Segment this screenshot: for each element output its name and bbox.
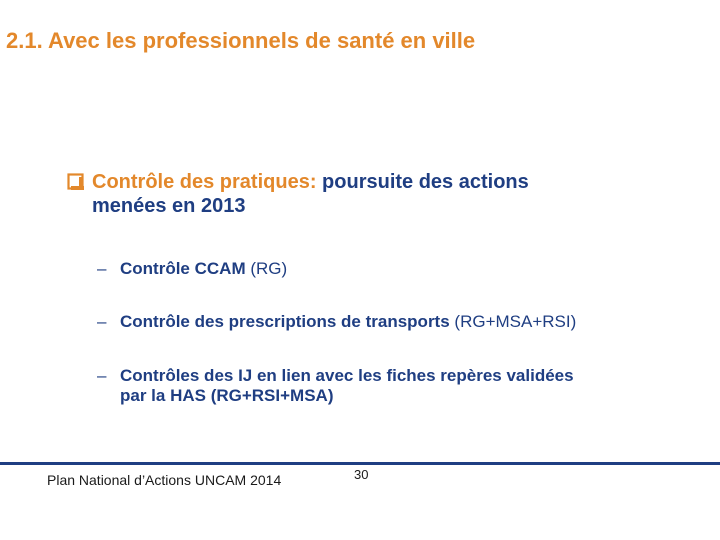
sub-item-normal-text: (RG) [250, 259, 288, 278]
footer-text: Plan National d’Actions UNCAM 2014 [47, 472, 282, 488]
main-bullet-label: Contrôle des pratiques: [92, 171, 317, 193]
sub-item-text [120, 259, 287, 279]
sub-item-ij [97, 366, 574, 406]
main-bullet-text-line-2: menées en 2013 [92, 195, 246, 217]
sub-item-bold-text: Contrôle des prescriptions de transports [120, 312, 450, 331]
sub-item-ccam [97, 259, 288, 279]
sub-item-text [120, 312, 576, 332]
slide-title: 2.1. Avec les professionnels de santé en ville [6, 28, 476, 53]
main-bullet-text-line-1: poursuite des actions [322, 171, 529, 193]
dash-icon: – [97, 259, 107, 278]
main-bullet-line-1 [92, 170, 652, 194]
dash-icon: – [97, 312, 107, 331]
sub-item-normal-text: (RG+MSA+RSI) [454, 312, 577, 331]
footer-divider [0, 462, 720, 465]
main-bullet [92, 170, 652, 218]
sub-item-bold-text: Contrôle CCAM [120, 259, 246, 278]
checkbox-bullet-icon [67, 173, 84, 190]
dash-icon: – [97, 366, 107, 385]
sub-item-text-line-2: par la HAS (RG+RSI+MSA) [120, 386, 334, 405]
sub-item-text-line-1: Contrôles des IJ en lien avec les fiches repères validées [120, 366, 574, 385]
page-number: 30 [354, 467, 369, 482]
sub-item-transports [97, 312, 577, 332]
